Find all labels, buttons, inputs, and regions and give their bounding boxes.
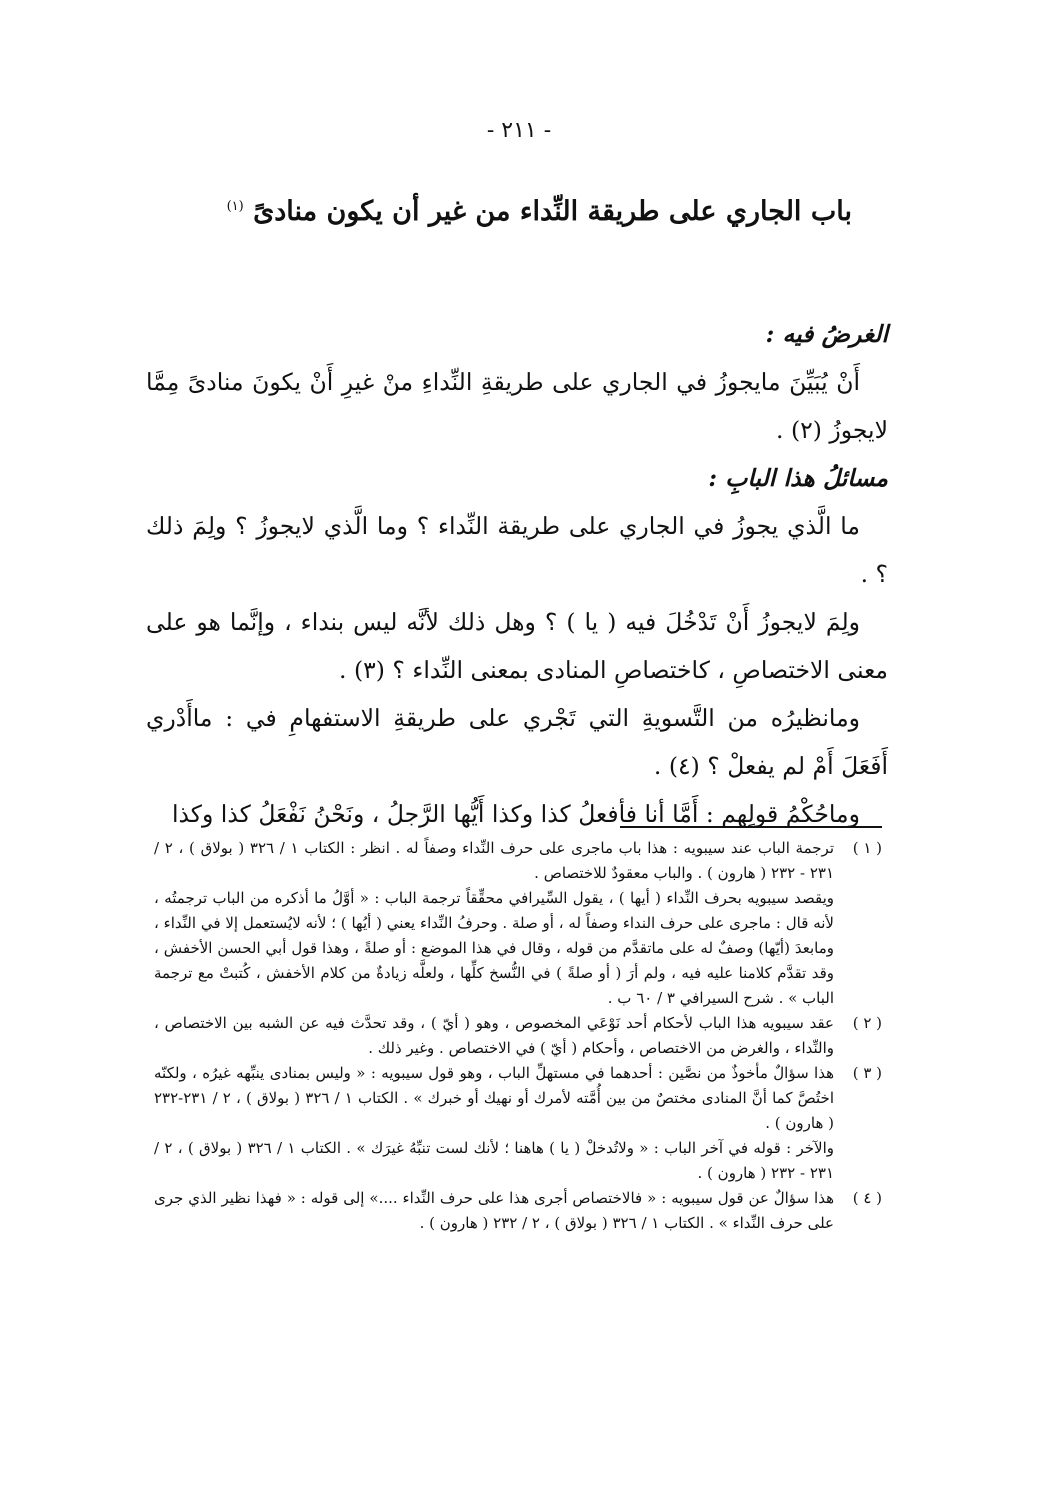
footnote-paragraph: هذا سؤالٌ عن قول سيبويه : « فالاختصاص أجرى هذا على حرف النِّداء ....» إلى قوله : « فهذا نظير الذي جرى على حرف النِّداء » . الكتاب ١ / ٣٢٦ ( بولاق ) ، ٢ / ٢٣٢ ( هارون ) . bbox=[154, 1189, 834, 1232]
footnotes bbox=[154, 836, 882, 1236]
footnote-number: ( ١ ) bbox=[852, 839, 882, 857]
footnote-paragraph: ويقصد سيبويه بحرف النِّداء ( أيها ) ، يقول السِّيرافي محقِّقاً ترجمة الباب : « أوَّلُ ما أذكره من الباب ترجمتُه ، لأنه قال : ماجرى على حرف النداء وصفاً له ، أو صلة . وحرفُ النِّداء يعني ( أيُها ) ؛ لأنه لايُستعمل إلا في النِّداء ، ومابعدَ (أيّها) وصفٌ له على ماتقدَّم من قوله ، وقال في هذا الموضع : أو صلةً ، وهذا قول أبي الحسن الأخفش ، وقد تقدَّم كلامنا عليه فيه ، ولم أرَ ( أو صلةً ) في النُّسخ كلِّها ، ولعلَّه زيادةٌ من كلام الأخفش ، كُتبتْ مع ترجمة الباب » . شرح السيرافي ٣ / ٦٠ ب . bbox=[154, 889, 834, 1007]
chapter-title-text: باب الجاري على طريقة النِّداء من غير أن يكون منادىً bbox=[253, 196, 852, 227]
question-paragraph: ما الَّذي يجوزُ في الجاري على طريقة النِّداء ؟ وما الَّذي لايجوزُ ؟ ولِمَ ذلك ؟ . bbox=[146, 512, 888, 588]
chapter-title bbox=[132, 196, 852, 227]
footnote-paragraph: هذا سؤالٌ مأخوذٌ من نصَّين : أحدهما في مستهلِّ الباب ، وهو قول سيبويه : « وليس بمنادى ينبِّهه غيرُه ، ولكنّه اختُصَّ كما أنَّ المنادى مختصٌ من بين أُمَّته لأمرك أو نهيك أو خبرك » . الكتاب ١ / ٣٢٦ ( بولاق ) ، ٢ / ٢٣١-٢٣٢ ( هارون ) . bbox=[154, 1064, 834, 1132]
footnote bbox=[154, 1011, 882, 1061]
footnote-text bbox=[154, 1186, 834, 1236]
purpose-paragraph: أَنْ يُبَيِّنَ مايجوزُ في الجاري على طريقةِ النِّداءِ منْ غيرِ أَنْ يكونَ منادىً مِمَّا لايجوزُ (٢) . bbox=[146, 368, 888, 444]
footnote-number: ( ٢ ) bbox=[852, 1014, 882, 1032]
footnote-text bbox=[154, 836, 834, 1011]
footnote-text bbox=[154, 1011, 834, 1061]
footnote-paragraph: والآخر : قوله في آخر الباب : « ولاتُدخلْ ( يا ) هاهنا ؛ لأنك لست تنبِّهُ غيرَك » . الكتاب ١ / ٣٢٦ ( بولاق ) ، ٢ / ٢٣١ - ٢٣٢ ( هارون ) . bbox=[154, 1139, 835, 1182]
footnote bbox=[154, 1186, 882, 1236]
footnote-text bbox=[154, 1061, 834, 1186]
footnote-paragraph: ترجمة الباب عند سيبويه : هذا باب ماجرى على حرف النِّداء وصفاً له . انظر : الكتاب ١ / ٣٢٦ ( بولاق ) ، ٢ / ٢٣١ - ٢٣٢ ( هارون ) . والباب معقودٌ للاختصاص . bbox=[154, 839, 834, 882]
footnote bbox=[154, 836, 882, 1011]
question-paragraph: ومانظيرُه من التَّسويةِ التي تَجْري على طريقةِ الاستفهامِ في : ماأَدْري أَفَعَلَ أَمْ لم يفعلْ ؟ (٤) . bbox=[146, 704, 888, 780]
chapter-footnote-ref: (١) bbox=[226, 199, 244, 214]
question-paragraph: وماحُكْمُ قولِهم : أَمَّا أنا فأفعلُ كذا وكذا أَيُّها الرَّجلُ ، ونَحْنُ نَفْعَلُ كذا وكذا bbox=[171, 800, 860, 828]
footnote-paragraph: عقد سيبويه هذا الباب لأحكام أحد نَوْعَي المخصوص ، وهو ( أيّ ) ، وقد تحدَّث فيه عن الشبه بين الاختصاص ، والنِّداء ، والغرض من الاختصاص ، وأحكام ( أيّ ) في الاختصاص . وغير ذلك . bbox=[154, 1014, 834, 1057]
footnote-divider bbox=[620, 826, 882, 828]
main-text bbox=[146, 310, 888, 838]
footnote bbox=[154, 1061, 882, 1186]
page-number: - ٢١١ - bbox=[486, 118, 552, 143]
footnote-number: ( ٤ ) bbox=[852, 1189, 882, 1207]
section-heading-purpose: الغرضُ فيه : bbox=[765, 320, 888, 348]
question-paragraph: ولِمَ لايجوزُ أَنْ تَدْخُلَ فيه ( يا ) ؟ وهل ذلك لأنَّه ليس بنداء ، وإنَّما هو على معنى الاختصاصِ ، كاختصاصِ المنادى بمعنى النِّداء ؟ (٣) . bbox=[146, 608, 888, 684]
footnote-number: ( ٣ ) bbox=[852, 1064, 882, 1082]
section-heading-questions: مسائلُ هذا البابِ : bbox=[708, 464, 888, 492]
